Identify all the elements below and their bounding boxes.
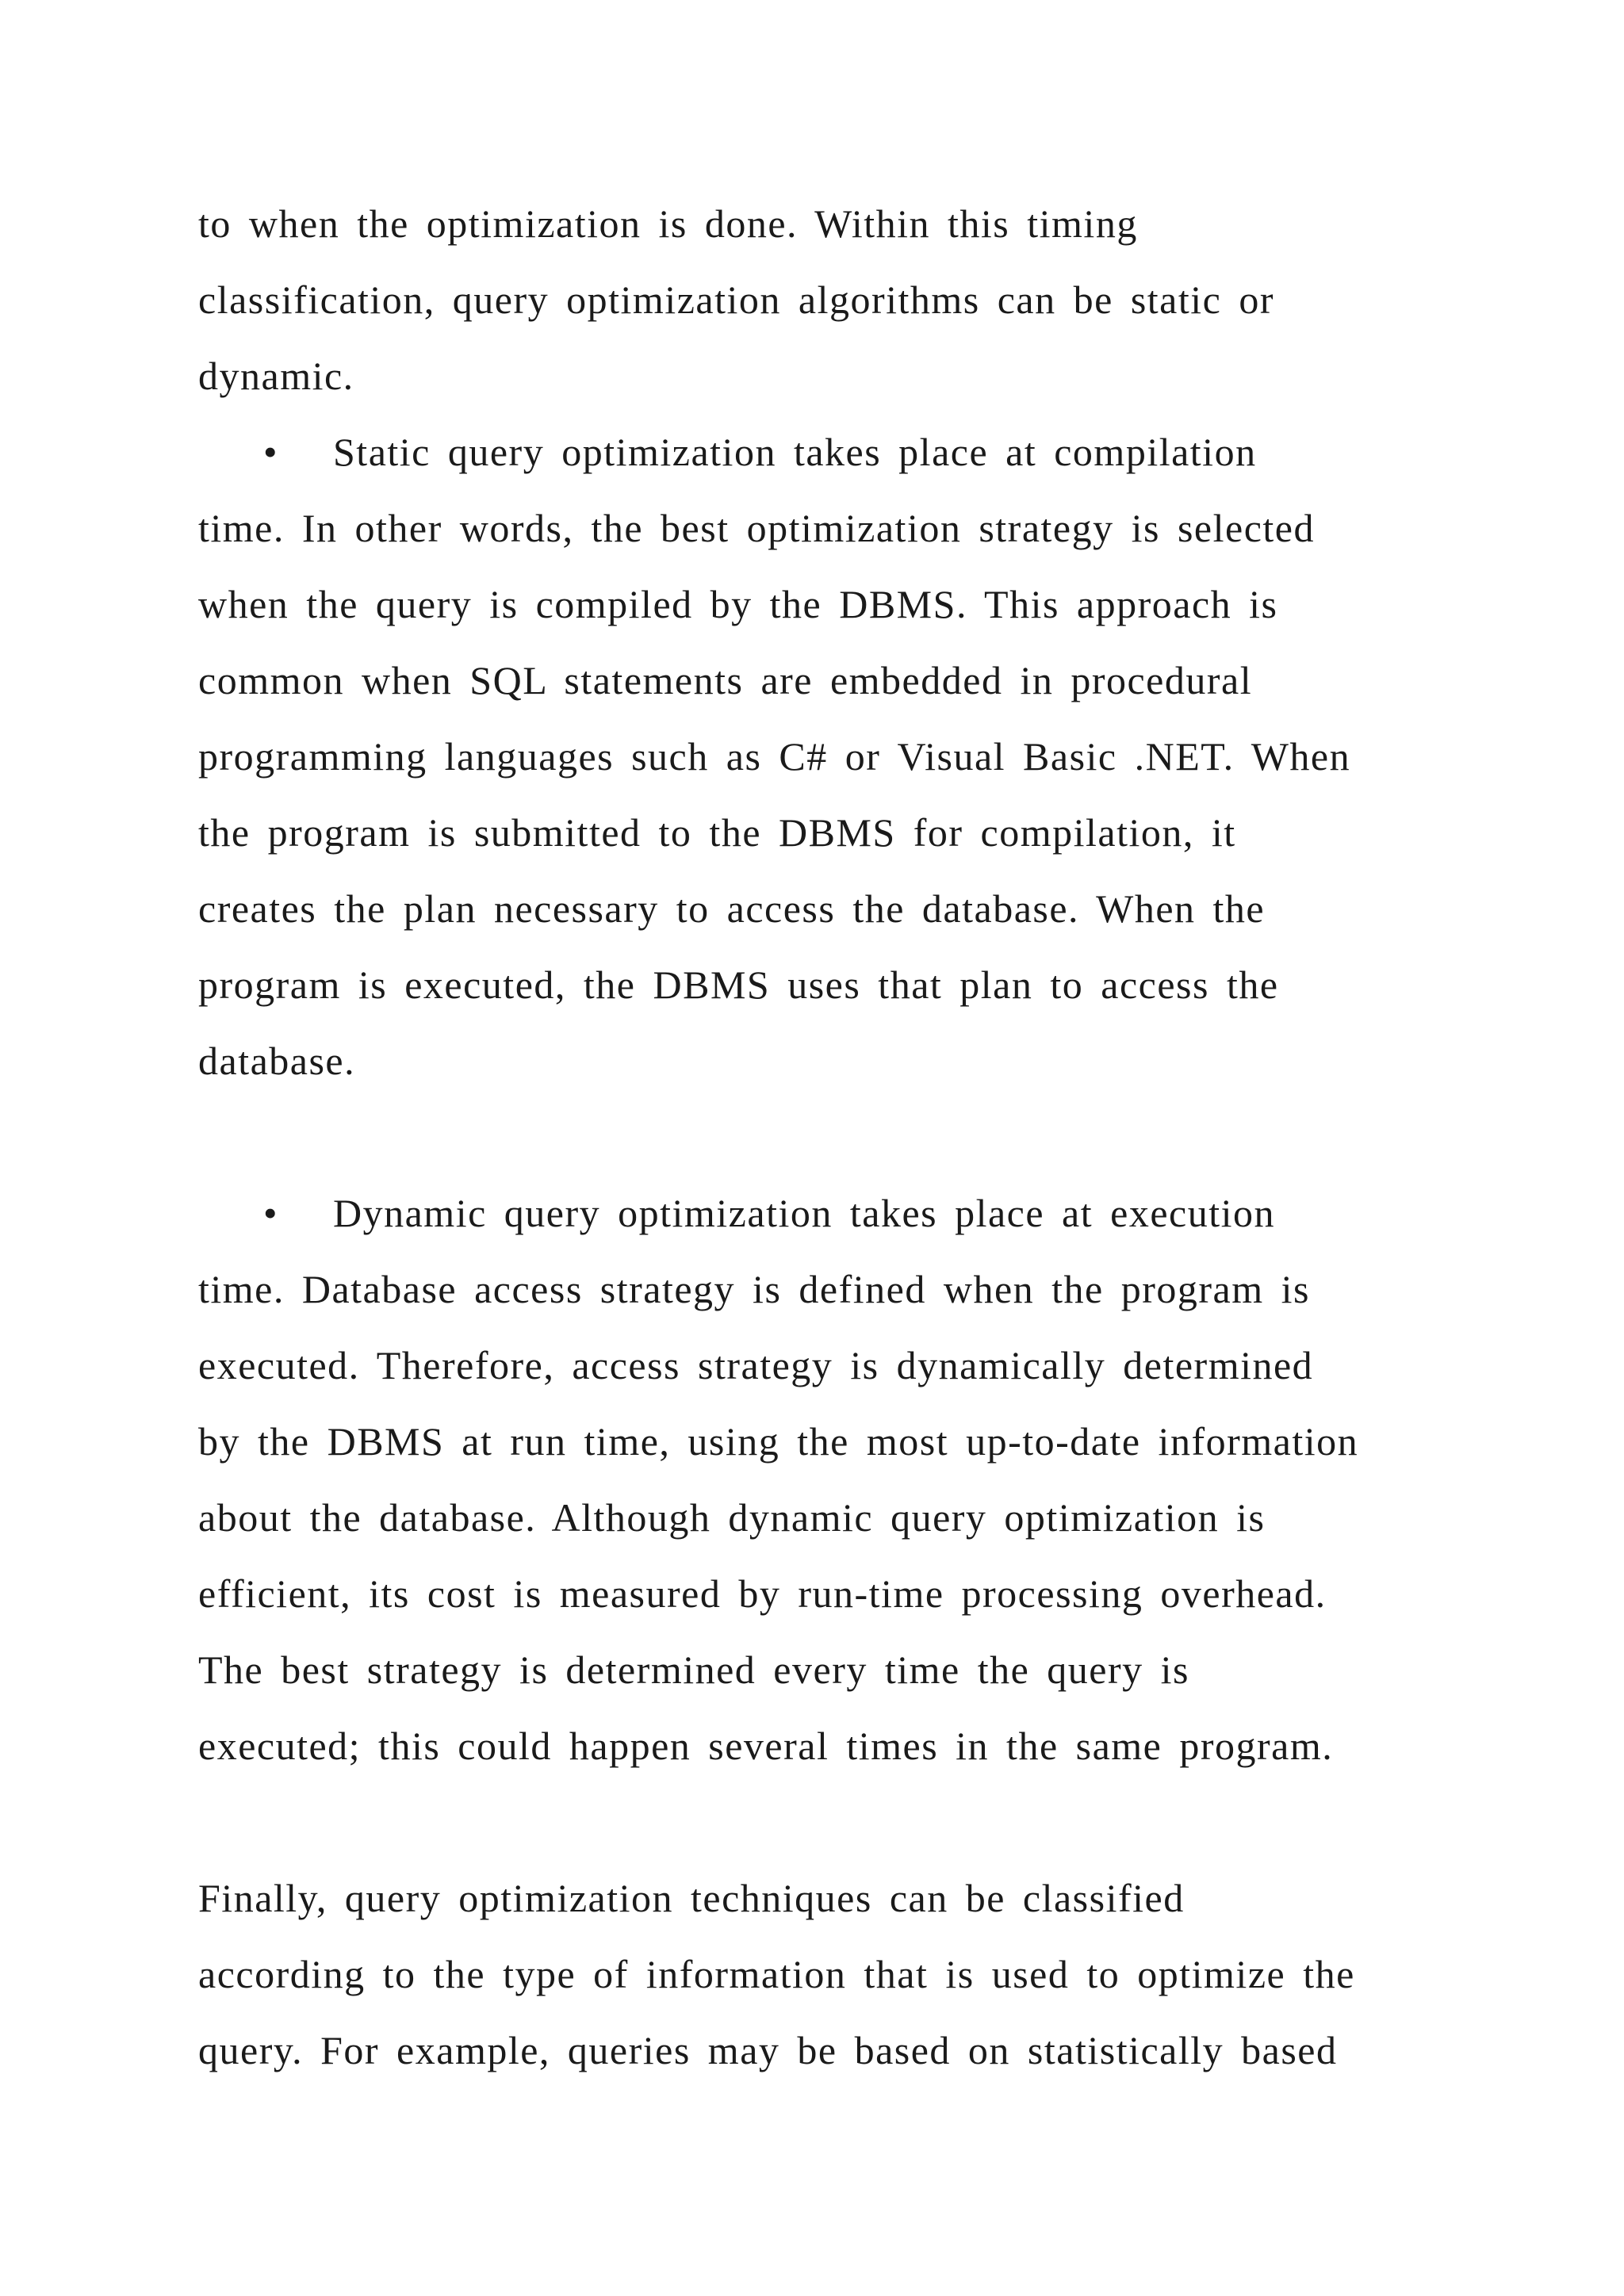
text-line: dynamic. [198,354,354,398]
text-line: database. [198,1039,356,1083]
text-line: classification, query optimization algorithms can be static or [198,277,1274,322]
text-line: executed; this could happen several times in the same program. [198,1724,1334,1768]
text-line: to when the optimization is done. Within this timing [198,201,1138,246]
text-line: programming languages such as C# or Visual Basic .NET. When [198,734,1351,779]
bullet-icon: • [263,430,279,474]
text-line: when the query is compiled by the DBMS. This approach is [198,582,1278,626]
closing-paragraph [198,1860,1435,2088]
text-line: query. For example, queries may be based on statistically based [198,2028,1338,2072]
text-line: The best strategy is determined every time the query is [198,1647,1189,1692]
bullet-text: Dynamic query optimization takes place at execution [333,1191,1276,1235]
intro-paragraph [198,186,1435,414]
text-line: about the database. Although dynamic query optimization is [198,1495,1266,1540]
static-optimization-item [198,414,1435,1099]
text-line: according to the type of information that is used to optimize the [198,1952,1355,1996]
bullet-icon: • [263,1191,279,1235]
text-line: time. Database access strategy is defined when the program is [198,1267,1310,1311]
text-line: time. In other words, the best optimization strategy is selected [198,506,1315,550]
text-line: by the DBMS at run time, using the most up-to-date information [198,1419,1359,1464]
bullet-text: Static query optimization takes place at compilation [333,430,1257,474]
text-line: program is executed, the DBMS uses that plan to access the [198,962,1279,1007]
bullet-first-line [198,414,1435,490]
text-line: executed. Therefore, access strategy is dynamically determined [198,1343,1314,1387]
text-line: efficient, its cost is measured by run-time processing overhead. [198,1571,1327,1616]
text-line: creates the plan necessary to access the database. When the [198,886,1266,931]
text-line: Finally, query optimization techniques can be classified [198,1876,1185,1920]
text-line: common when SQL statements are embedded in procedural [198,658,1253,702]
bullet-first-line [198,1175,1435,1251]
text-line: the program is submitted to the DBMS for compilation, it [198,810,1236,855]
dynamic-optimization-item [198,1175,1435,1784]
